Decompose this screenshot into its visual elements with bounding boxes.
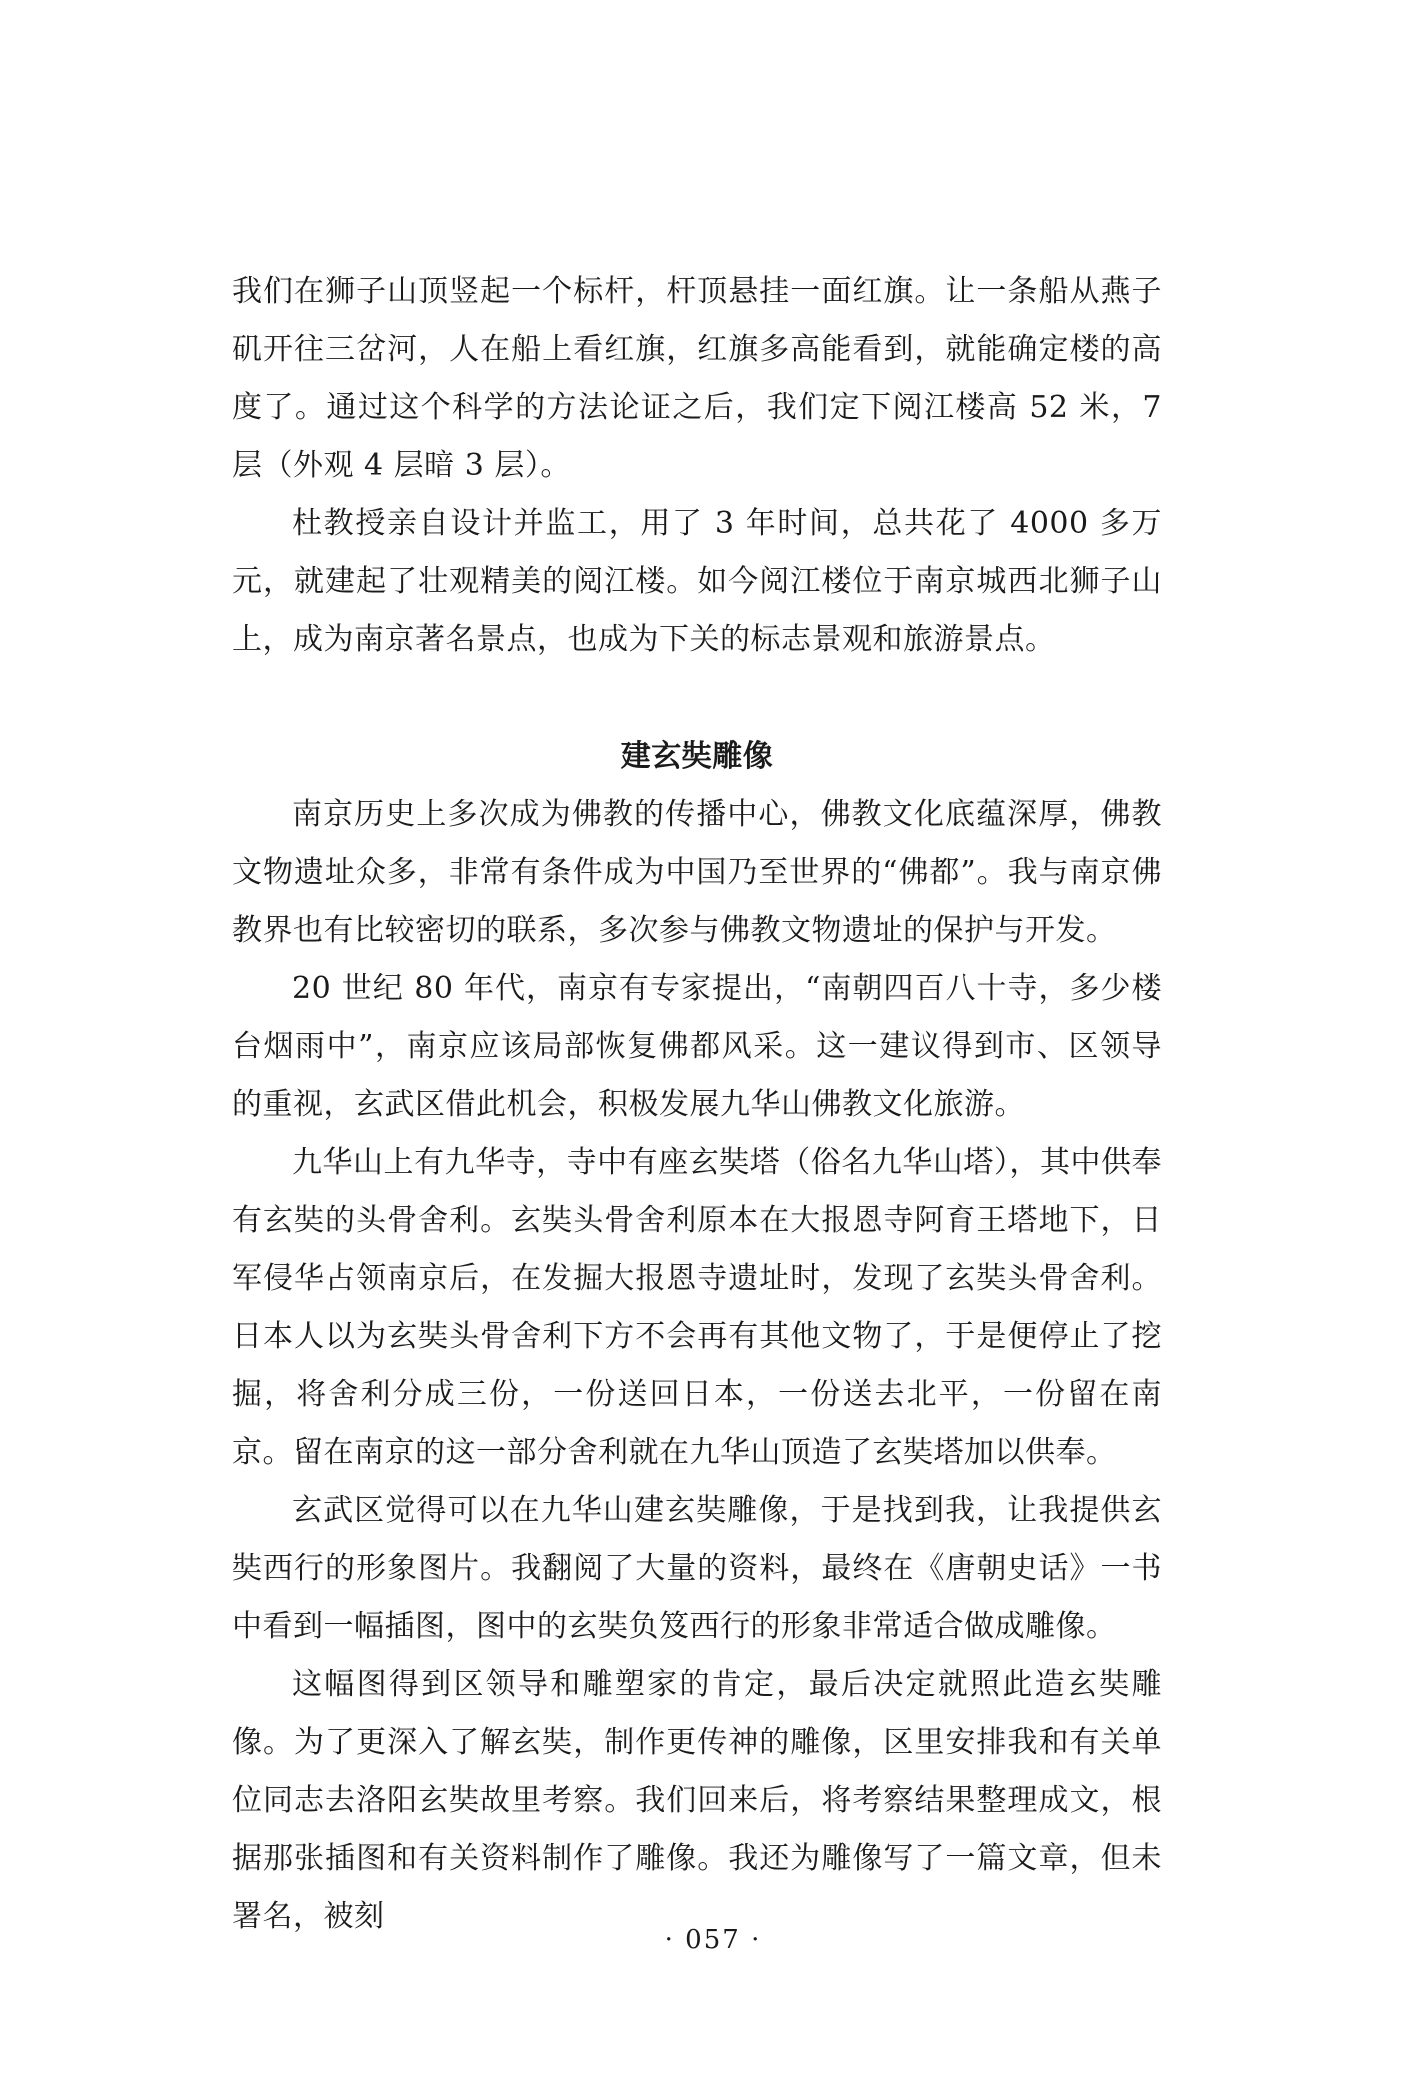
paragraph: 九华山上有九华寺，寺中有座玄奘塔（俗名九华山塔），其中供奉有玄奘的头骨舍利。玄奘头骨舍利原本在大报恩寺阿育王塔地下，日军侵华占领南京后，在发掘大报恩寺遗址时，发现了玄奘头骨舍利。日本人以为玄奘头骨舍利下方不会再有其他文物了，于是便停止了挖掘，将舍利分成三份，一份送回日本，一份送去北平，一份留在南京。留在南京的这一部分舍利就在九华山顶造了玄奘塔加以供奉。 <box>232 1145 1162 1470</box>
paragraph: 杜教授亲自设计并监工，用了 3 年时间，总共花了 4000 多万元，就建起了壮观精美的阅江楼。如今阅江楼位于南京城西北狮子山上，成为南京著名景点，也成为下关的标志景观和旅游景点。 <box>232 506 1162 657</box>
paragraph: 玄武区觉得可以在九华山建玄奘雕像，于是找到我，让我提供玄奘西行的形象图片。我翻阅了大量的资料，最终在《唐朝史话》一书中看到一幅插图，图中的玄奘负笈西行的形象非常适合做成雕像。 <box>232 1493 1162 1644</box>
paragraph: 这幅图得到区领导和雕塑家的肯定，最后决定就照此造玄奘雕像。为了更深入了解玄奘，制作更传神的雕像，区里安排我和有关单位同志去洛阳玄奘故里考察。我们回来后，将考察结果整理成文，根据那张插图和有关资料制作了雕像。我还为雕像写了一篇文章，但未署名，被刻 <box>232 1667 1162 1934</box>
paragraph: 20 世纪 80 年代，南京有专家提出，“南朝四百八十寺，多少楼台烟雨中”，南京应该局部恢复佛都风采。这一建议得到市、区领导的重视，玄武区借此机会，积极发展九华山佛教文化旅游。 <box>232 971 1162 1122</box>
section-heading: 建玄奘雕像 <box>620 739 774 774</box>
paragraph: 南京历史上多次成为佛教的传播中心，佛教文化底蕴深厚，佛教文物遗址众多，非常有条件成为中国乃至世界的“佛都”。我与南京佛教界也有比较密切的联系，多次参与佛教文物遗址的保护与开发。 <box>232 797 1162 948</box>
section-xuanzang-statue <box>232 728 1162 1946</box>
section-yuejiang-tower <box>232 263 1162 669</box>
paragraph: 我们在狮子山顶竖起一个标杆，杆顶悬挂一面红旗。让一条船从燕子矶开往三岔河，人在船上看红旗，红旗多高能看到，就能确定楼的高度了。通过这个科学的方法论证之后，我们定下阅江楼高 52 米，7 层（外观 4 层暗 3 层）。 <box>232 274 1162 483</box>
page-number: · 057 · <box>664 1925 762 1955</box>
